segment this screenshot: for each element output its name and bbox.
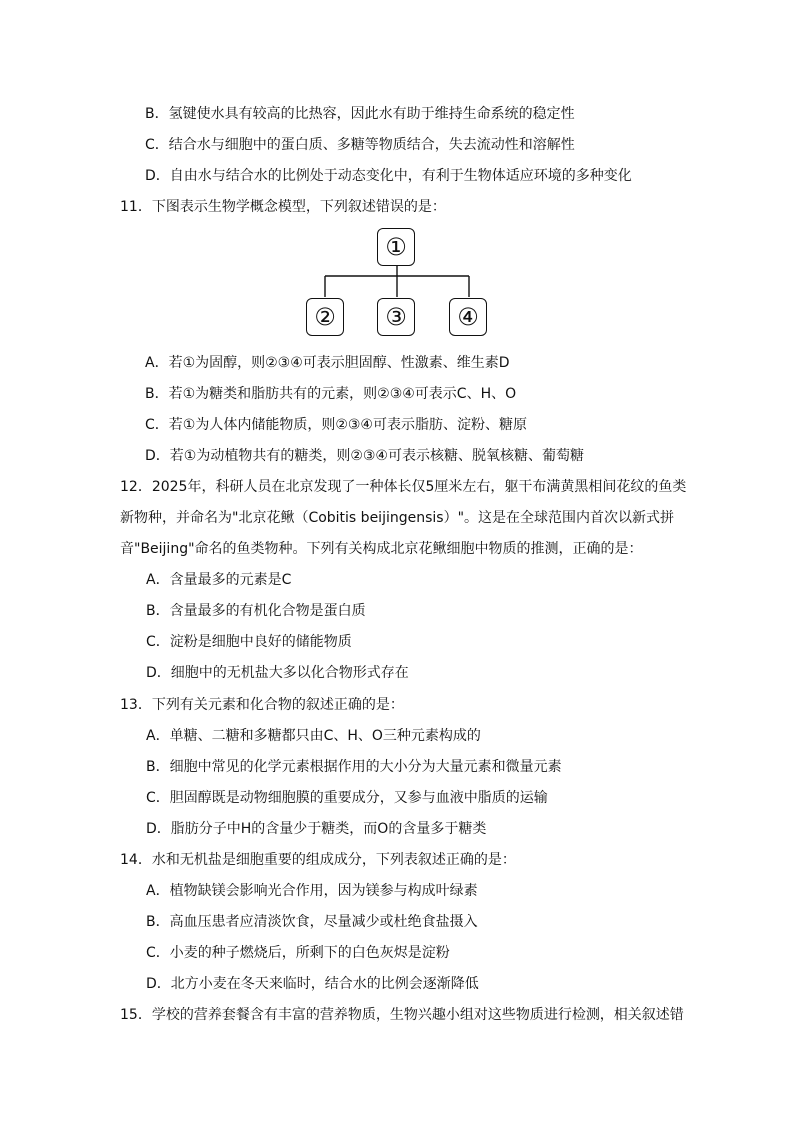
question-11-stem: 11．下图表示生物学概念模型，下列叙述错误的是： <box>120 199 446 215</box>
q13-option-b: B．细胞中常见的化学元素根据作用的大小分为大量元素和微量元素 <box>146 759 562 775</box>
q14-option-c: C．小麦的种子燃烧后，所剩下的白色灰烬是淀粉 <box>146 945 450 961</box>
q13-option-d: D．脂肪分子中H的含量少于糖类，而O的含量多于糖类 <box>146 821 487 837</box>
q13-option-c: C．胆固醇既是动物细胞膜的重要成分，又参与血液中脂质的运输 <box>146 790 548 806</box>
question-12-stem: 12．2025年，科研人员在北京发现了一种体长仅5厘米左右，躯干布满黄黑相间花纹的鱼类 <box>120 479 687 495</box>
q12-option-d: D．细胞中的无机盐大多以化合物形式存在 <box>146 665 409 681</box>
q14-option-a: A．植物缺镁会影响光合作用，因为镁参与构成叶绿素 <box>146 883 478 899</box>
question-12-stem-line-3: 音"Beijing"命名的鱼类物种。下列有关构成北京花鳅细胞中物质的推测，正确的是： <box>120 541 643 557</box>
q12-option-a: A．含量最多的元素是C <box>146 572 292 588</box>
q11-option-b: B．若①为糖类和脂肪共有的元素，则②③④可表示C、H、O <box>145 386 517 402</box>
q10-option-d: D．自由水与结合水的比例处于动态变化中，有利于生物体适应环境的多种变化 <box>145 168 632 184</box>
diagram-node-2: ② <box>306 298 344 336</box>
question-13-stem: 13．下列有关元素和化合物的叙述正确的是： <box>120 697 404 713</box>
q11-option-a: A．若①为固醇，则②③④可表示胆固醇、性激素、维生素D <box>145 355 510 371</box>
q10-option-c: C．结合水与细胞中的蛋白质、多糖等物质结合，失去流动性和溶解性 <box>145 137 575 153</box>
diagram-node-4: ④ <box>449 298 487 336</box>
q10-option-b: B．氢键使水具有较高的比热容，因此水有助于维持生命系统的稳定性 <box>145 106 575 122</box>
q14-option-b: B．高血压患者应清淡饮食，尽量减少或杜绝食盐摄入 <box>146 914 478 930</box>
question-15-stem: 15．学校的营养套餐含有丰富的营养物质，生物兴趣小组对这些物质进行检测，相关叙述错 <box>120 1007 684 1023</box>
diagram-node-1: ① <box>377 228 415 266</box>
q12-option-c: C．淀粉是细胞中良好的储能物质 <box>146 634 352 650</box>
q12-option-b: B．含量最多的有机化合物是蛋白质 <box>146 603 366 619</box>
q11-option-c: C．若①为人体内储能物质，则②③④可表示脂肪、淀粉、糖原 <box>145 417 527 433</box>
q14-option-d: D．北方小麦在冬天来临时，结合水的比例会逐渐降低 <box>146 976 479 992</box>
diagram-node-3: ③ <box>377 298 415 336</box>
q13-option-a: A．单糖、二糖和多糖都只由C、H、O三种元素构成的 <box>146 728 481 744</box>
question-14-stem: 14．水和无机盐是细胞重要的组成成分，下列表叙述正确的是： <box>120 852 516 868</box>
q11-option-d: D．若①为动植物共有的糖类，则②③④可表示核糖、脱氧核糖、葡萄糖 <box>145 448 584 464</box>
question-12-stem-line-2: 新物种，并命名为"北京花鳅（Cobitis beijingensis）"。这是在全球范围内首次以新式拼 <box>120 510 675 526</box>
concept-model-diagram <box>300 222 494 342</box>
